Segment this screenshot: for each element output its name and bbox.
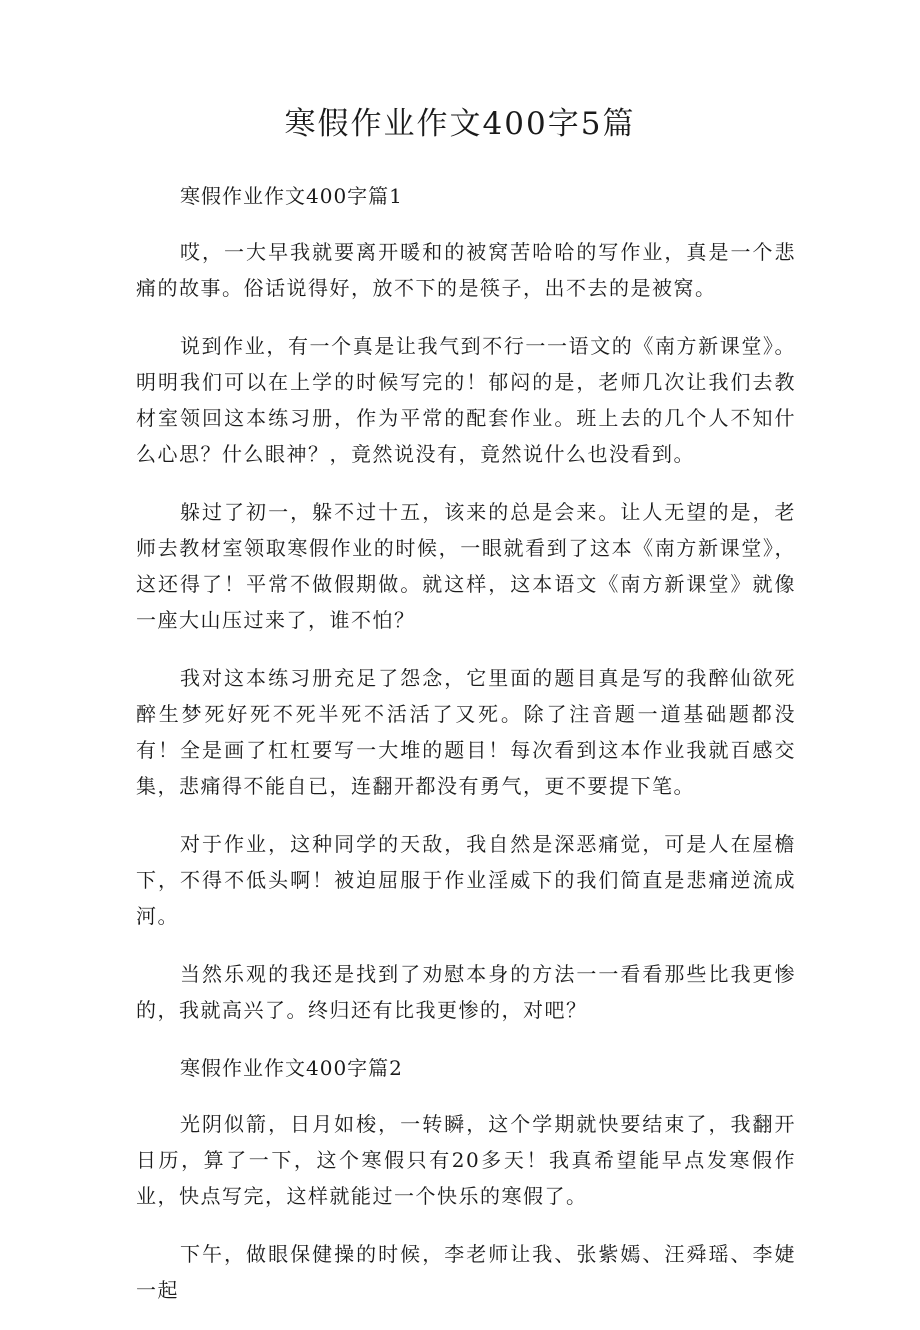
paragraph: 当然乐观的我还是找到了劝慰本身的方法一一看看那些比我更惨的，我就高兴了。终归还有比我更惨的，对吧？ <box>136 962 796 1022</box>
paragraph: 哎，一大早我就要离开暖和的被窝苦哈哈的写作业，真是一个悲痛的故事。俗话说得好，放不下的是筷子，出不去的是被窝。 <box>136 240 796 300</box>
document-title: 寒假作业作文400字5篇 <box>284 106 636 142</box>
paragraph: 说到作业，有一个真是让我气到不行一一语文的《南方新课堂》。明明我们可以在上学的时候写完的！郁闷的是，老师几次让我们去教材室领回这本练习册，作为平常的配套作业。班上去的几个人不知什么心思？什么眼神？，竟然说没有，竟然说什么也没看到。 <box>136 334 796 466</box>
essay-section-2 <box>136 1050 796 1308</box>
paragraph: 躲过了初一，躲不过十五，该来的总是会来。让人无望的是，老师去教材室领取寒假作业的时候，一眼就看到了这本《南方新课堂》，这还得了！平常不做假期做。就这样，这本语文《南方新课堂》就像一座大山压过来了，谁不怕？ <box>136 500 796 632</box>
paragraph: 下午，做眼保健操的时候，李老师让我、张紫嫣、汪舜瑶、李婕一起 <box>136 1242 796 1302</box>
section-heading: 寒假作业作文400字篇1 <box>180 184 403 208</box>
paragraph: 对于作业，这种同学的天敌，我自然是深恶痛觉，可是人在屋檐下，不得不低头啊！被迫屈服于作业淫威下的我们简直是悲痛逆流成河。 <box>136 832 796 928</box>
document-body <box>136 178 796 1330</box>
paragraph: 光阴似箭，日月如梭，一转瞬，这个学期就快要结束了，我翻开日历，算了一下，这个寒假只有20多天！我真希望能早点发寒假作业，快点写完，这样就能过一个快乐的寒假了。 <box>136 1112 796 1208</box>
paragraph: 我对这本练习册充足了怨念，它里面的题目真是写的我醉仙欲死醉生梦死好死不死半死不活活了又死。除了注音题一道基础题都没有！全是画了杠杠要写一大堆的题目！每次看到这本作业我就百感交集，悲痛得不能自已，连翻开都没有勇气，更不要提下笔。 <box>136 666 796 798</box>
essay-section-1 <box>136 178 796 1028</box>
section-heading: 寒假作业作文400字篇2 <box>180 1056 403 1080</box>
